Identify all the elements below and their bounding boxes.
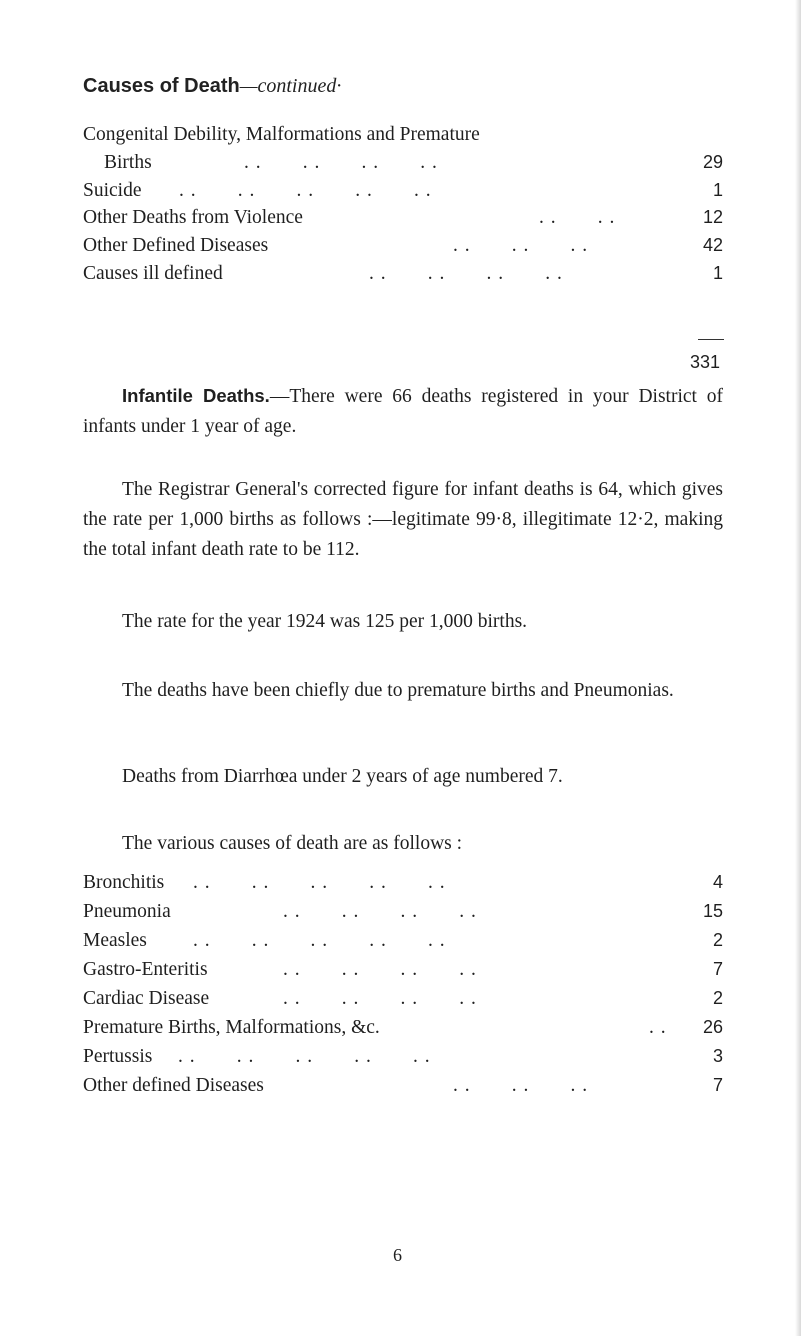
leader-dots: . . . . . . . . . .: [178, 1046, 431, 1067]
infant-cause-row-3: [83, 959, 723, 985]
infant-cause-value: 3: [712, 1046, 723, 1066]
leader-dots: . . . . . . . .: [283, 959, 477, 980]
infantile-deaths-text: —There were 66 deaths registered in your District of infants under 1 year of age.: [83, 386, 723, 437]
infant-cause-value: 15: [702, 901, 723, 921]
cause-value: 29: [702, 152, 723, 172]
infant-cause-row-0: [83, 872, 723, 898]
leader-dots: . . . . . .: [453, 235, 589, 256]
rate-1924-paragraph: The rate for the year 1924 was 125 per 1,000 births.: [122, 611, 528, 632]
infant-cause-label: Pneumonia: [83, 901, 171, 922]
chiefly-paragraph: The deaths have been chiefly due to premature births and Pneumonias.: [122, 680, 674, 701]
cause-label: Births: [104, 152, 152, 173]
cause-label: Other Deaths from Violence: [83, 207, 303, 228]
infant-cause-label: Pertussis: [83, 1046, 153, 1067]
infant-cause-row-7: [83, 1075, 723, 1101]
various-causes-intro: The various causes of death are as follows :: [122, 833, 463, 854]
infant-cause-row-2: [83, 930, 723, 956]
infantile-deaths-paragraph: [83, 381, 723, 442]
infant-cause-value: 2: [712, 930, 723, 950]
infant-cause-value: 26: [702, 1017, 723, 1037]
leader-dots: . . . .: [539, 207, 616, 228]
cause-row-0-line1: Congenital Debility, Malformations and Premature: [83, 124, 480, 145]
leader-dots: . . . . . .: [453, 1075, 589, 1096]
leader-dots: . . . . . . . .: [283, 901, 477, 922]
leader-dots: . . . . . . . . . .: [179, 180, 432, 201]
cause-row-1: [83, 180, 723, 206]
leader-dots: . .: [649, 1017, 667, 1038]
registrar-paragraph: The Registrar General's corrected figure for infant deaths is 64, which gives the rate per 1,000 births as follows :—legitimate 99·8, illegitimate 12·2, making the total infant death rate to be 112.: [83, 479, 723, 560]
cause-value: 12: [702, 207, 723, 227]
cause-label: Causes ill defined: [83, 263, 223, 284]
diarrhoea-paragraph: Deaths from Diarrhœa under 2 years of age numbered 7.: [122, 766, 563, 787]
total-rule: [698, 339, 724, 340]
cause-row-0: [104, 152, 723, 178]
leader-dots: . . . . . . . .: [244, 152, 438, 173]
cause-label: Other Defined Diseases: [83, 235, 269, 256]
leader-dots: . . . . . . . . . .: [193, 872, 446, 893]
table-total: 331: [690, 352, 721, 372]
cause-row-4: [83, 263, 723, 289]
cause-value: 42: [702, 235, 723, 255]
heading-continued: —continued·: [239, 75, 342, 97]
section-heading: [83, 75, 341, 98]
page-edge-shadow: [795, 0, 801, 1336]
infant-cause-label: Cardiac Disease: [83, 988, 210, 1009]
infant-cause-label: Other defined Diseases: [83, 1075, 264, 1096]
infant-cause-label: Bronchitis: [83, 872, 165, 893]
cause-label: Suicide: [83, 180, 142, 201]
infantile-deaths-lead: Infantile Deaths.: [122, 385, 270, 406]
page-number: 6: [393, 1245, 402, 1265]
infant-cause-row-5: [83, 1017, 723, 1043]
infant-cause-row-4: [83, 988, 723, 1014]
heading-title: Causes of Death: [83, 75, 240, 97]
cause-value: 1: [712, 180, 723, 200]
leader-dots: . . . . . . . . . .: [193, 930, 446, 951]
leader-dots: . . . . . . . .: [369, 263, 563, 284]
infant-cause-label: Premature Births, Malformations, &c.: [83, 1017, 380, 1038]
infant-cause-value: 4: [712, 872, 723, 892]
cause-row-3: [83, 235, 723, 261]
infant-cause-row-6: [83, 1046, 723, 1072]
cause-value: 1: [712, 263, 723, 283]
infant-cause-value: 2: [712, 988, 723, 1008]
leader-dots: . . . . . . . .: [283, 988, 477, 1009]
infant-cause-label: Measles: [83, 930, 147, 951]
infant-cause-label: Gastro-Enteritis: [83, 959, 208, 980]
infant-cause-value: 7: [712, 1075, 723, 1095]
infant-cause-value: 7: [712, 959, 723, 979]
cause-row-2: [83, 207, 723, 233]
infant-cause-row-1: [83, 901, 723, 927]
